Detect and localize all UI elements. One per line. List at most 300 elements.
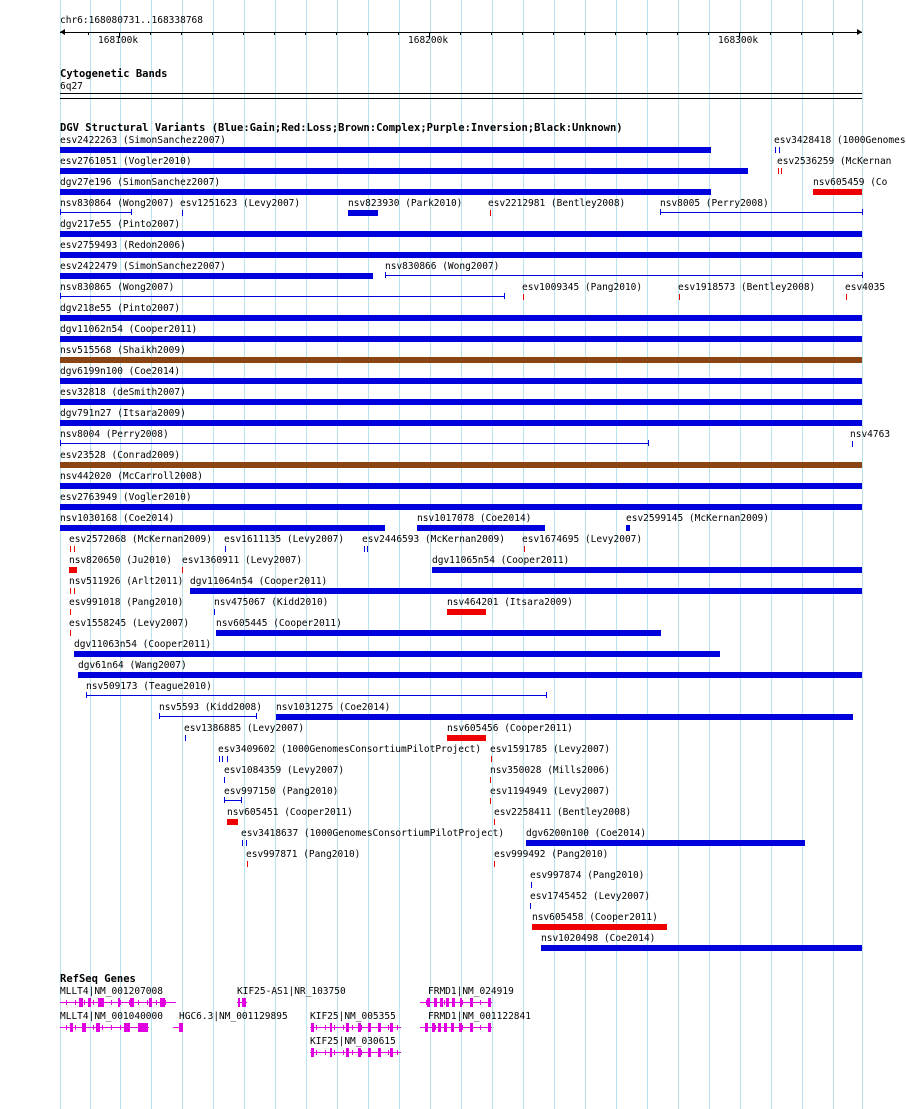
variant-bar[interactable]: [190, 588, 862, 594]
variant-end-tick: [241, 797, 242, 803]
gene-strand-mark: [165, 1000, 166, 1005]
variant-label[interactable]: nsv464201 (Itsara2009): [447, 597, 573, 608]
gene-strand-mark: [334, 1050, 335, 1055]
ruler-minor-tick: [553, 32, 554, 35]
variant-mark[interactable]: [531, 882, 532, 888]
variant-label[interactable]: nsv830865 (Wong2007): [60, 282, 175, 293]
gene-strand-mark: [75, 1025, 76, 1030]
gene-strand-mark: [316, 1050, 317, 1055]
gene-strand-mark: [66, 1000, 67, 1005]
gene-exon[interactable]: [149, 998, 152, 1007]
gene-strand-mark: [480, 1025, 481, 1030]
variant-end-tick: [131, 209, 132, 215]
variant-bar[interactable]: [532, 924, 667, 930]
variant-label[interactable]: esv1918573 (Bentley2008): [678, 282, 816, 293]
ruler-minor-tick: [336, 32, 337, 35]
variant-bar[interactable]: [60, 378, 862, 384]
variant-mark[interactable]: [219, 756, 220, 762]
ruler-right-arrow-icon: [857, 29, 862, 35]
variant-label[interactable]: nsv515568 (Shaikh2009): [60, 345, 186, 356]
variant-label[interactable]: nsv823930 (Park2010): [348, 198, 463, 209]
gene-strand-mark: [343, 1025, 344, 1030]
gene-strand-mark: [361, 1050, 362, 1055]
variant-end-tick: [86, 692, 87, 698]
gene-exon[interactable]: [488, 1023, 491, 1032]
variant-line[interactable]: [60, 212, 131, 213]
gene-strand-mark: [361, 1025, 362, 1030]
variant-label[interactable]: esv1251623 (Levy2007): [180, 198, 301, 209]
variant-mark[interactable]: [846, 294, 847, 300]
grid-line: [368, 0, 369, 1109]
gene-exon[interactable]: [311, 1048, 314, 1057]
ruler-minor-tick: [150, 32, 151, 35]
ruler-minor-tick: [832, 32, 833, 35]
gene-strand-mark: [316, 1025, 317, 1030]
gene-exon[interactable]: [238, 998, 240, 1007]
variant-end-tick: [60, 209, 61, 215]
gene-strand-mark: [147, 1000, 148, 1005]
refseq-track-title[interactable]: RefSeq Genes: [60, 973, 136, 985]
gene-exon[interactable]: [432, 1023, 435, 1032]
variant-label[interactable]: esv2761051 (Vogler2010): [60, 156, 192, 167]
variant-bar[interactable]: [227, 819, 238, 825]
gene-strand-mark: [352, 1025, 353, 1030]
cytoband-track-title[interactable]: Cytogenetic Bands: [60, 68, 168, 80]
ruler-minor-tick: [801, 32, 802, 35]
variant-end-tick: [504, 293, 505, 299]
gene-exon[interactable]: [459, 1023, 462, 1032]
variant-mark[interactable]: [491, 756, 492, 762]
variant-bar[interactable]: [526, 840, 805, 846]
grid-line: [306, 0, 307, 1109]
ruler-minor-tick: [243, 32, 244, 35]
gene-strand-mark: [343, 1050, 344, 1055]
variant-end-tick: [224, 797, 225, 803]
gene-exon[interactable]: [358, 1023, 361, 1032]
dgv-track-title[interactable]: DGV Structural Variants (Blue:Gain;Red:Loss;Brown:Complex;Purple:Inversion;Black:Unknown): [60, 122, 623, 134]
gene-exon[interactable]: [378, 1023, 381, 1032]
variant-bar[interactable]: [60, 525, 385, 531]
ruler-minor-tick: [367, 32, 368, 35]
gene-exon[interactable]: [130, 998, 134, 1007]
variant-mark[interactable]: [70, 630, 71, 636]
gene-exon[interactable]: [452, 998, 455, 1007]
variant-label[interactable]: esv32818 (deSmith2007): [60, 387, 186, 398]
variant-label[interactable]: dgv11062n54 (Cooper2011): [60, 324, 198, 335]
gene-exon[interactable]: [70, 1023, 73, 1032]
gene-label[interactable]: FRMD1|NM_001122841: [428, 1011, 531, 1022]
variant-label[interactable]: dgv11064n54 (Cooper2011): [190, 576, 328, 587]
variant-label[interactable]: esv1611135 (Levy2007): [224, 534, 345, 545]
gene-exon[interactable]: [79, 998, 83, 1007]
variant-label[interactable]: esv23528 (Conrad2009): [60, 450, 181, 461]
ruler-minor-tick: [708, 32, 709, 35]
ruler-minor-tick: [491, 32, 492, 35]
gene-strand-mark: [334, 1025, 335, 1030]
gene-exon[interactable]: [358, 1048, 361, 1057]
variant-label[interactable]: esv2759493 (Redon2006): [60, 240, 186, 251]
variant-mark[interactable]: [246, 840, 247, 846]
variant-label[interactable]: esv1084359 (Levy2007): [224, 765, 345, 776]
gene-strand-mark: [66, 1025, 67, 1030]
gene-label[interactable]: KIF25-AS1|NR_103750: [237, 986, 346, 997]
variant-line[interactable]: [60, 443, 648, 444]
gene-exon[interactable]: [118, 998, 120, 1007]
gene-exon[interactable]: [82, 1023, 86, 1032]
variant-label[interactable]: nsv605451 (Cooper2011): [227, 807, 353, 818]
gene-exon[interactable]: [368, 1023, 371, 1032]
variant-label[interactable]: nsv8004 (Perry2008): [60, 429, 169, 440]
ruler-minor-tick: [398, 32, 399, 35]
gene-strand-mark: [84, 1000, 85, 1005]
variant-bar[interactable]: [60, 315, 862, 321]
variant-mark[interactable]: [225, 546, 226, 552]
variant-end-tick: [546, 692, 547, 698]
variant-label[interactable]: nsv1031275 (Coe2014): [276, 702, 391, 713]
gene-exon[interactable]: [138, 1023, 148, 1032]
variant-mark[interactable]: [222, 756, 223, 762]
gene-intron-line[interactable]: [420, 1027, 492, 1028]
gene-label[interactable]: KIF25|NM_005355: [310, 1011, 396, 1022]
variant-label[interactable]: esv999492 (Pang2010): [494, 849, 609, 860]
gene-exon[interactable]: [470, 1023, 473, 1032]
variant-mark[interactable]: [70, 588, 71, 594]
variant-mark[interactable]: [494, 861, 495, 867]
gene-strand-mark: [156, 1000, 157, 1005]
variant-label[interactable]: nsv605445 (Cooper2011): [216, 618, 342, 629]
variant-bar[interactable]: [60, 231, 862, 237]
variant-end-tick: [159, 713, 160, 719]
gene-exon[interactable]: [434, 998, 437, 1007]
variant-label[interactable]: esv2599145 (McKernan2009): [626, 513, 769, 524]
variant-end-tick: [660, 209, 661, 215]
variant-label[interactable]: esv991018 (Pang2010): [69, 597, 184, 608]
ruler-minor-tick: [88, 32, 89, 35]
variant-mark[interactable]: [74, 546, 75, 552]
grid-line: [709, 0, 710, 1109]
variant-bar[interactable]: [432, 567, 862, 573]
gene-exon[interactable]: [378, 1048, 381, 1057]
variant-bar[interactable]: [60, 420, 862, 426]
variant-label[interactable]: nsv8005 (Perry2008): [660, 198, 769, 209]
variant-label[interactable]: esv3428418 (1000Genomes: [774, 135, 906, 146]
variant-label[interactable]: dgv11063n54 (Cooper2011): [74, 639, 212, 650]
variant-label[interactable]: nsv1020498 (Coe2014): [541, 933, 656, 944]
gene-exon[interactable]: [438, 1023, 441, 1032]
grid-line: [430, 0, 431, 1109]
gene-strand-mark: [388, 1025, 389, 1030]
variant-bar[interactable]: [813, 189, 862, 195]
variant-end-tick: [60, 440, 61, 446]
gene-label[interactable]: KIF25|NM_030615: [310, 1036, 396, 1047]
gene-exon[interactable]: [488, 998, 491, 1007]
variant-line[interactable]: [224, 800, 241, 801]
variant-label[interactable]: nsv830864 (Wong2007): [60, 198, 175, 209]
variant-bar[interactable]: [60, 336, 862, 342]
gene-exon[interactable]: [460, 998, 462, 1007]
gene-strand-mark: [435, 1025, 436, 1030]
gene-strand-mark: [352, 1050, 353, 1055]
variant-mark[interactable]: [494, 819, 495, 825]
variant-label[interactable]: esv1386885 (Levy2007): [184, 723, 305, 734]
variant-label[interactable]: nsv820650 (Ju2010): [69, 555, 172, 566]
variant-bar[interactable]: [74, 651, 720, 657]
variant-label[interactable]: dgv217e55 (Pinto2007): [60, 219, 181, 230]
variant-label[interactable]: nsv4763: [850, 429, 891, 440]
variant-mark[interactable]: [530, 903, 531, 909]
gene-exon[interactable]: [346, 1048, 349, 1057]
gene-label[interactable]: FRMD1|NM_024919: [428, 986, 514, 997]
cytoband-label: 6q27: [60, 81, 83, 92]
variant-label[interactable]: esv1009345 (Pang2010): [522, 282, 643, 293]
variant-mark[interactable]: [490, 210, 491, 216]
gene-exon[interactable]: [451, 1023, 454, 1032]
variant-label[interactable]: nsv509173 (Teague2010): [86, 681, 212, 692]
variant-label[interactable]: nsv605459 (Co: [813, 177, 888, 188]
gene-strand-mark: [480, 1000, 481, 1005]
gene-label[interactable]: HGC6.3|NM_001129895: [179, 1011, 288, 1022]
gene-strand-mark: [397, 1050, 398, 1055]
gene-exon[interactable]: [96, 1023, 100, 1032]
variant-label[interactable]: esv2422479 (SimonSanchez2007): [60, 261, 226, 272]
gene-strand-mark: [120, 1025, 121, 1030]
variant-label[interactable]: nsv350028 (Mills2006): [490, 765, 611, 776]
variant-mark[interactable]: [852, 441, 853, 447]
variant-mark[interactable]: [523, 294, 524, 300]
ruler-minor-tick: [770, 32, 771, 35]
variant-label[interactable]: esv1194949 (Levy2007): [490, 786, 611, 797]
gene-exon[interactable]: [470, 998, 473, 1007]
variant-mark[interactable]: [182, 210, 183, 216]
variant-bar[interactable]: [60, 399, 862, 405]
variant-mark[interactable]: [70, 609, 71, 615]
ruler-minor-tick: [460, 32, 461, 35]
variant-mark[interactable]: [367, 546, 368, 552]
variant-mark[interactable]: [70, 546, 71, 552]
variant-label[interactable]: esv3418637 (1000GenomesConsortiumPilotProject): [241, 828, 505, 839]
variant-label[interactable]: esv1591785 (Levy2007): [490, 744, 611, 755]
variant-end-tick: [256, 713, 257, 719]
variant-label[interactable]: nsv5593 (Kidd2008): [159, 702, 262, 713]
variant-mark[interactable]: [775, 147, 776, 153]
variant-bar[interactable]: [60, 252, 862, 258]
variant-label[interactable]: nsv605456 (Cooper2011): [447, 723, 573, 734]
variant-mark[interactable]: [490, 777, 491, 783]
ruler-minor-tick: [584, 32, 585, 35]
variant-mark[interactable]: [224, 777, 225, 783]
variant-label[interactable]: nsv830866 (Wong2007): [385, 261, 500, 272]
gene-strand-mark: [388, 1050, 389, 1055]
gene-exon[interactable]: [425, 1023, 428, 1032]
variant-label[interactable]: nsv442020 (McCarroll2008): [60, 471, 203, 482]
gene-exon[interactable]: [179, 1023, 183, 1032]
variant-label[interactable]: dgv61n64 (Wang2007): [78, 660, 187, 671]
gene-strand-mark: [462, 1025, 463, 1030]
variant-label[interactable]: esv2572068 (McKernan2009): [69, 534, 212, 545]
variant-mark[interactable]: [524, 546, 525, 552]
variant-end-tick: [385, 272, 386, 278]
gene-exon[interactable]: [440, 998, 443, 1007]
gene-exon[interactable]: [390, 1048, 393, 1057]
variant-mark[interactable]: [679, 294, 680, 300]
gene-intron-line[interactable]: [420, 1002, 492, 1003]
gene-strand-mark: [111, 1000, 112, 1005]
ruler-minor-tick: [212, 32, 213, 35]
variant-label[interactable]: esv1674695 (Levy2007): [522, 534, 643, 545]
grid-line: [399, 0, 400, 1109]
variant-mark[interactable]: [242, 840, 243, 846]
variant-bar[interactable]: [60, 462, 862, 468]
gene-exon[interactable]: [390, 1023, 393, 1032]
gene-strand-mark: [102, 1025, 103, 1030]
ruler-minor-tick: [646, 32, 647, 35]
variant-label[interactable]: dgv6199n100 (Coe2014): [60, 366, 181, 377]
variant-label[interactable]: esv2258411 (Bentley2008): [494, 807, 632, 818]
cytoband-line: [60, 98, 862, 99]
variant-end-tick: [648, 440, 649, 446]
ruler-minor-tick: [677, 32, 678, 35]
variant-label[interactable]: nsv605458 (Cooper2011): [532, 912, 658, 923]
variant-mark[interactable]: [781, 168, 782, 174]
grid-line: [678, 0, 679, 1109]
variant-mark[interactable]: [227, 756, 228, 762]
gene-exon[interactable]: [427, 998, 430, 1007]
variant-label[interactable]: dgv27e196 (SimonSanchez2007): [60, 177, 221, 188]
variant-line[interactable]: [385, 275, 862, 276]
variant-bar[interactable]: [60, 504, 862, 510]
variant-label[interactable]: esv2763949 (Vogler2010): [60, 492, 192, 503]
ruler-tick-label: 168100k: [98, 35, 139, 46]
variant-label[interactable]: esv1360911 (Levy2007): [182, 555, 303, 566]
gene-exon[interactable]: [98, 998, 104, 1007]
gene-strand-mark: [138, 1000, 139, 1005]
location-label: chr6:168080731..168338768: [60, 15, 203, 26]
gene-strand-mark: [462, 1000, 463, 1005]
grid-line: [740, 0, 741, 1109]
ruler-minor-tick: [522, 32, 523, 35]
variant-label[interactable]: esv2446593 (McKernan2009): [362, 534, 505, 545]
variant-label[interactable]: nsv475067 (Kidd2010): [214, 597, 329, 608]
variant-bar[interactable]: [60, 189, 711, 195]
ruler-minor-tick: [305, 32, 306, 35]
variant-label[interactable]: esv4035: [845, 282, 886, 293]
ruler-tick-label: 168300k: [718, 35, 759, 46]
variant-mark[interactable]: [490, 798, 491, 804]
gene-strand-mark: [325, 1050, 326, 1055]
variant-label[interactable]: dgv791n27 (Itsara2009): [60, 408, 186, 419]
variant-mark[interactable]: [182, 567, 183, 573]
ruler-minor-tick: [274, 32, 275, 35]
variant-bar[interactable]: [276, 714, 853, 720]
variant-mark[interactable]: [214, 609, 215, 615]
variant-line[interactable]: [660, 212, 862, 213]
gene-exon[interactable]: [446, 998, 449, 1007]
variant-label[interactable]: esv1745452 (Levy2007): [530, 891, 651, 902]
ruler-minor-tick: [181, 32, 182, 35]
variant-label[interactable]: nsv511926 (Arlt2011): [69, 576, 184, 587]
variant-bar[interactable]: [626, 525, 630, 531]
gene-intron-line[interactable]: [60, 1027, 149, 1028]
variant-label[interactable]: esv997871 (Pang2010): [246, 849, 361, 860]
variant-bar[interactable]: [348, 210, 378, 216]
variant-label[interactable]: esv2212981 (Bentley2008): [488, 198, 626, 209]
gene-exon[interactable]: [242, 998, 246, 1007]
variant-label[interactable]: esv2422263 (SimonSanchez2007): [60, 135, 226, 146]
grid-line: [771, 0, 772, 1109]
gene-exon[interactable]: [330, 1023, 332, 1032]
variant-label[interactable]: dgv218e55 (Pinto2007): [60, 303, 181, 314]
gene-exon[interactable]: [368, 1048, 371, 1057]
variant-mark[interactable]: [74, 588, 75, 594]
gene-exon[interactable]: [124, 1023, 130, 1032]
variant-bar[interactable]: [60, 168, 748, 174]
variant-bar[interactable]: [60, 483, 862, 489]
variant-mark[interactable]: [779, 147, 780, 153]
variant-label[interactable]: esv2536259 (McKernan: [777, 156, 892, 167]
gene-strand-mark: [93, 1000, 94, 1005]
variant-bar[interactable]: [417, 525, 545, 531]
variant-bar[interactable]: [78, 672, 862, 678]
gene-strand-mark: [397, 1025, 398, 1030]
gene-strand-mark: [325, 1025, 326, 1030]
variant-label[interactable]: esv1558245 (Levy2007): [69, 618, 190, 629]
gene-strand-mark: [75, 1000, 76, 1005]
variant-bar[interactable]: [447, 609, 486, 615]
variant-bar[interactable]: [60, 273, 373, 279]
ruler-tick-label: 168200k: [408, 35, 449, 46]
ruler-minor-tick: [615, 32, 616, 35]
variant-end-tick: [862, 272, 863, 278]
variant-bar[interactable]: [541, 945, 862, 951]
variant-label[interactable]: esv997874 (Pang2010): [530, 870, 645, 881]
gene-exon[interactable]: [88, 998, 91, 1007]
variant-bar[interactable]: [216, 630, 661, 636]
variant-line[interactable]: [159, 716, 256, 717]
variant-mark[interactable]: [778, 168, 779, 174]
variant-label[interactable]: esv997150 (Pang2010): [224, 786, 339, 797]
variant-label[interactable]: nsv1017078 (Coe2014): [417, 513, 532, 524]
variant-mark[interactable]: [364, 546, 365, 552]
variant-mark[interactable]: [247, 861, 248, 867]
variant-bar[interactable]: [60, 357, 862, 363]
variant-label[interactable]: dgv6200n100 (Coe2014): [526, 828, 647, 839]
variant-end-tick: [862, 209, 863, 215]
variant-bar[interactable]: [60, 147, 711, 153]
gene-exon[interactable]: [160, 998, 165, 1007]
variant-line[interactable]: [60, 296, 504, 297]
gene-strand-mark: [111, 1025, 112, 1030]
gene-exon[interactable]: [330, 1048, 332, 1057]
variant-bar[interactable]: [69, 567, 77, 573]
cytoband-line: [60, 93, 862, 94]
gene-label[interactable]: MLLT4|NM_001040000: [60, 1011, 163, 1022]
gene-label[interactable]: MLLT4|NM_001207008: [60, 986, 163, 997]
variant-label[interactable]: nsv1030168 (Coe2014): [60, 513, 175, 524]
gene-exon[interactable]: [444, 1023, 447, 1032]
gene-strand-mark: [120, 1000, 121, 1005]
variant-label[interactable]: dgv11065n54 (Cooper2011): [432, 555, 570, 566]
gene-strand-mark: [93, 1025, 94, 1030]
variant-line[interactable]: [86, 695, 546, 696]
variant-mark[interactable]: [185, 735, 186, 741]
gene-exon[interactable]: [311, 1023, 314, 1032]
gene-exon[interactable]: [346, 1023, 349, 1032]
grid-line: [337, 0, 338, 1109]
variant-end-tick: [60, 293, 61, 299]
variant-bar[interactable]: [447, 735, 486, 741]
gene-strand-mark: [444, 1000, 445, 1005]
variant-label[interactable]: esv3409602 (1000GenomesConsortiumPilotProject): [218, 744, 482, 755]
